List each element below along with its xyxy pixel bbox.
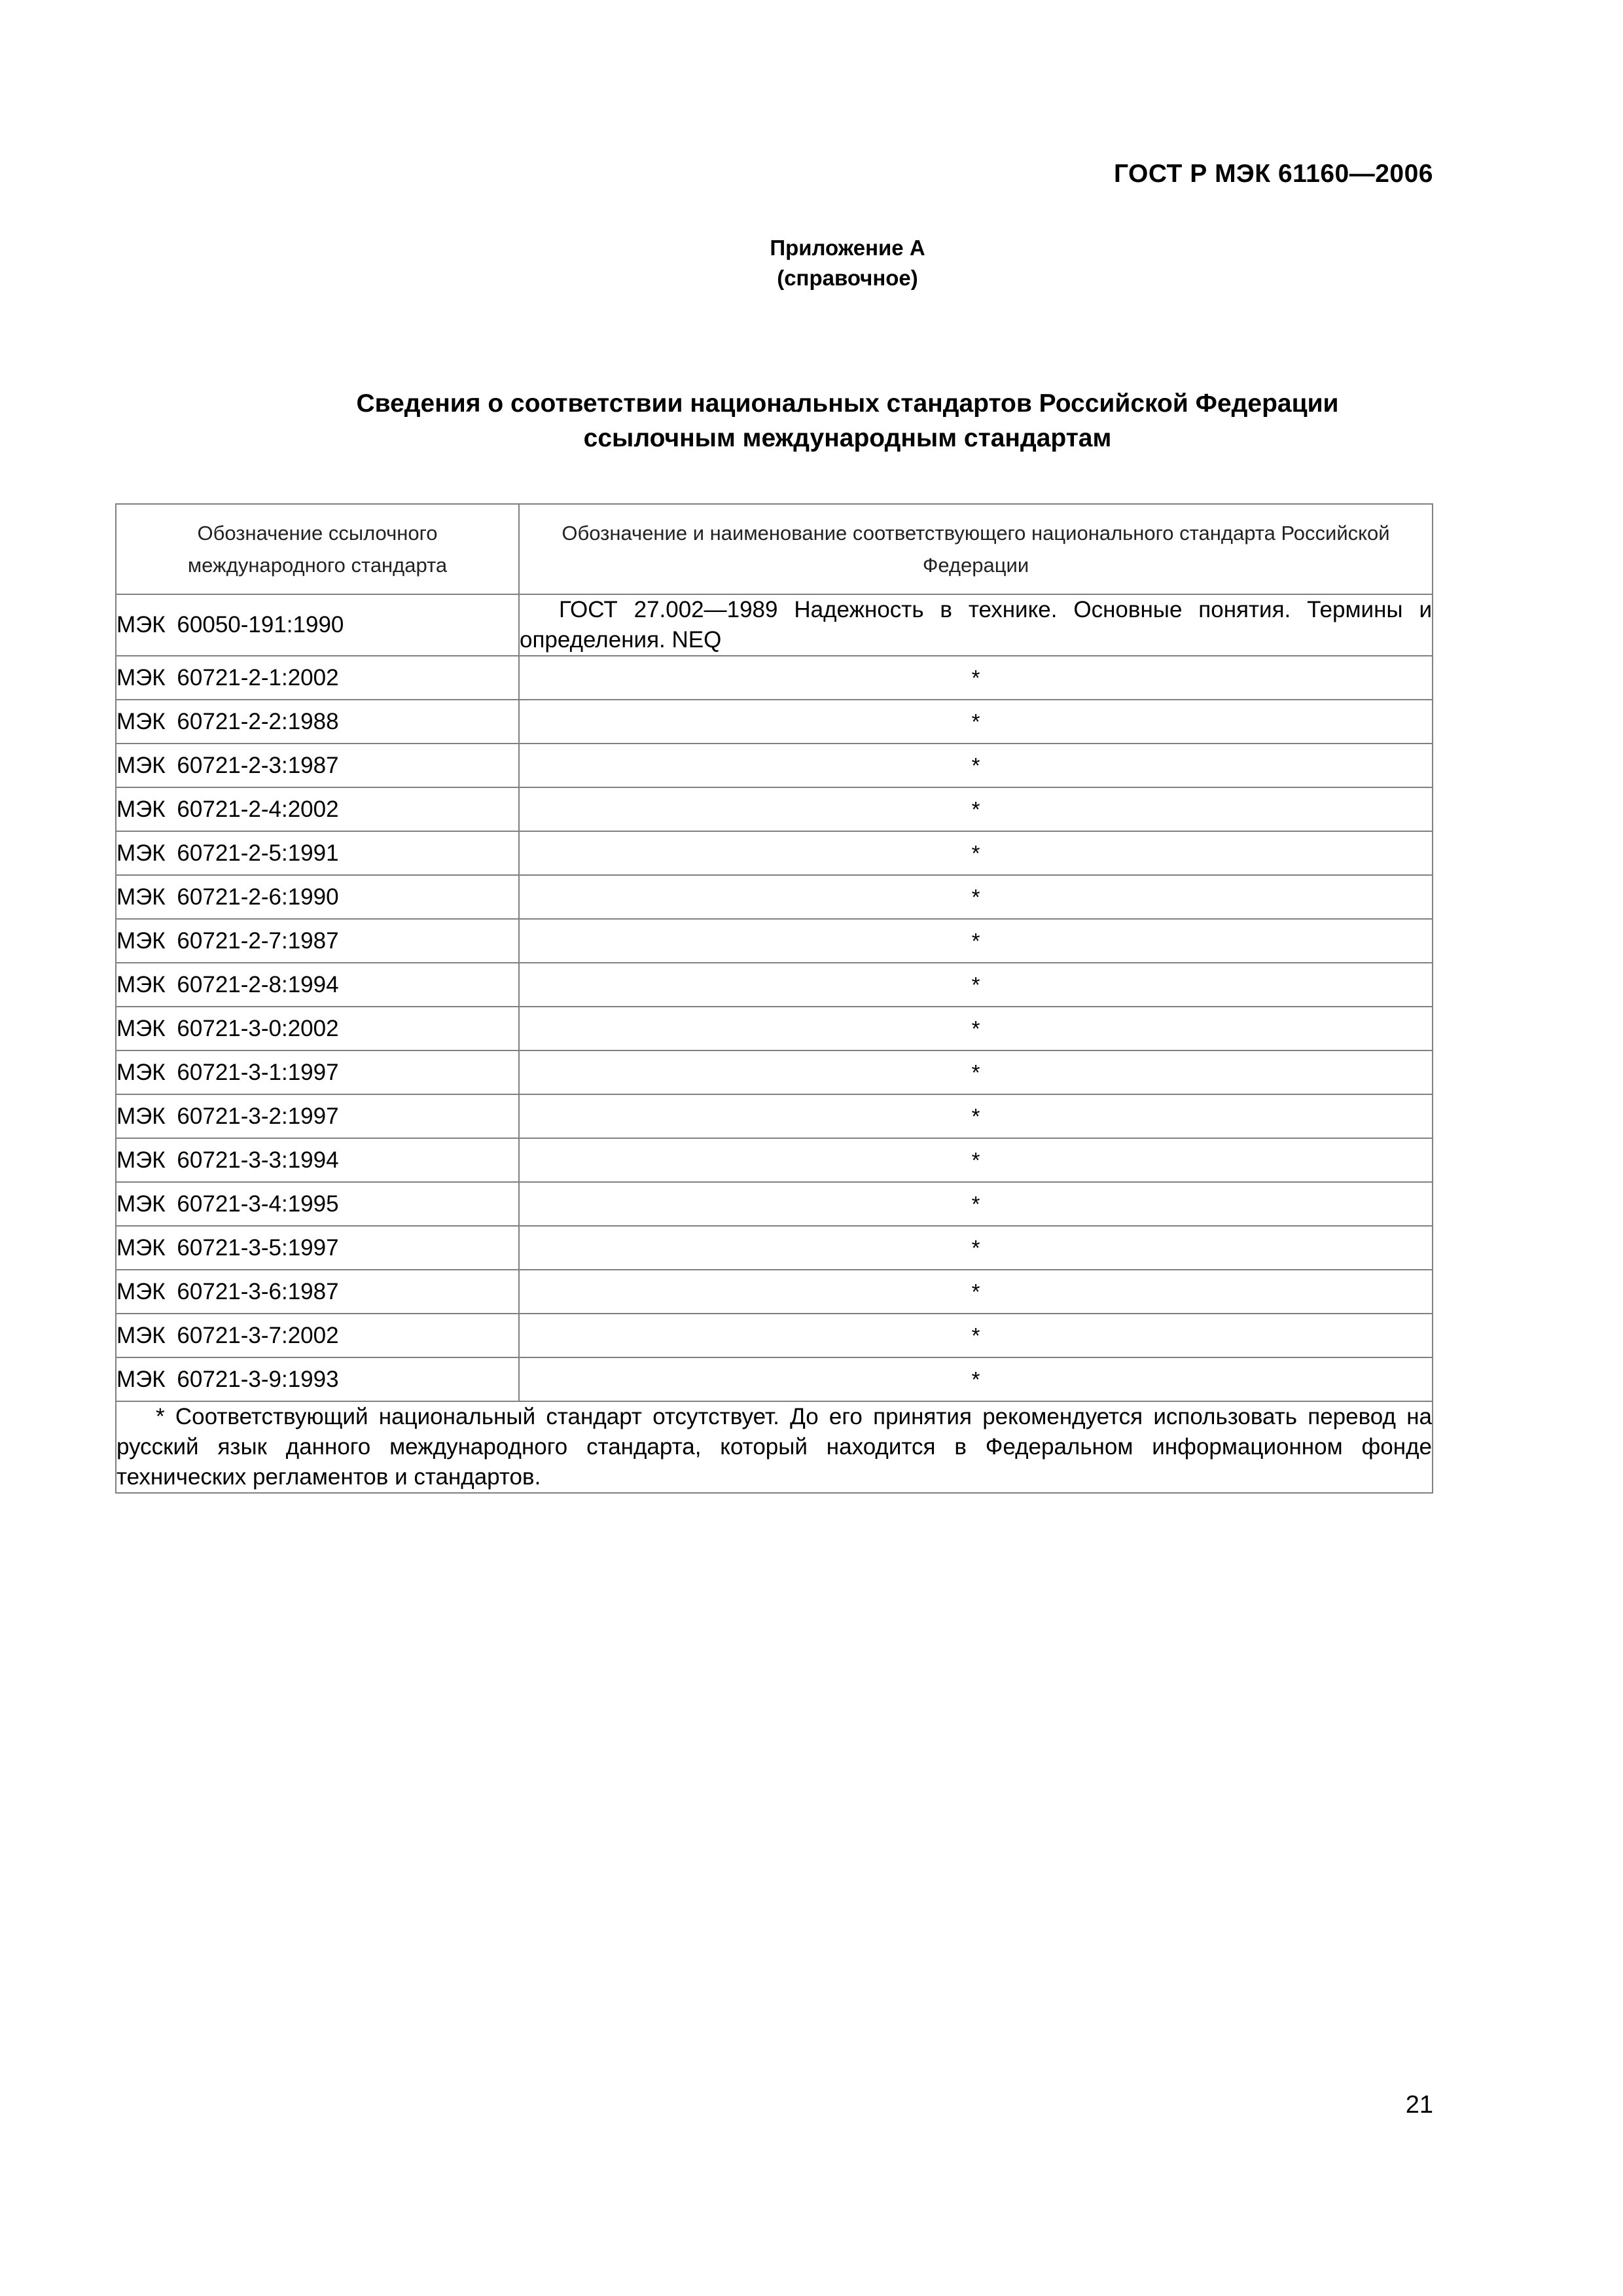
- table-row: [116, 875, 1433, 919]
- document-code: ГОСТ Р МЭК 61160—2006: [1113, 160, 1433, 188]
- appendix-label: Приложение А: [770, 236, 925, 260]
- national-standard-designation: *: [519, 1007, 1433, 1050]
- page-number: 21: [1405, 2091, 1433, 2119]
- table-row: [116, 1314, 1433, 1357]
- table-row: [116, 744, 1433, 787]
- table-header-row: [116, 504, 1433, 594]
- international-standard-code: МЭК 60721-2-3:1987: [116, 744, 519, 787]
- table-row: [116, 963, 1433, 1007]
- national-standard-designation: *: [519, 963, 1433, 1007]
- international-standard-code: МЭК 60721-2-2:1988: [116, 700, 519, 744]
- national-standard-designation: *: [519, 656, 1433, 700]
- international-standard-code: МЭК 60050-191:1990: [116, 594, 519, 656]
- section-title-line-2: ссылочным международным стандартам: [583, 424, 1112, 452]
- table-row: [116, 700, 1433, 744]
- national-standard-designation: *: [519, 1094, 1433, 1138]
- section-title-line-1: Сведения о соответствии национальных стандартов Российской Федерации: [356, 389, 1339, 418]
- appendix-type: (справочное): [777, 266, 918, 290]
- international-standard-code: МЭК 60721-3-6:1987: [116, 1270, 519, 1314]
- column-header-international: Обозначение ссылочного международного стандарта: [116, 504, 519, 594]
- national-standard-designation: *: [519, 1182, 1433, 1226]
- table-row: [116, 1007, 1433, 1050]
- national-standard-designation: *: [519, 831, 1433, 875]
- international-standard-code: МЭК 60721-3-7:2002: [116, 1314, 519, 1357]
- national-standard-designation: *: [519, 1138, 1433, 1182]
- table-row: [116, 1270, 1433, 1314]
- national-standard-designation: *: [519, 700, 1433, 744]
- international-standard-code: МЭК 60721-2-5:1991: [116, 831, 519, 875]
- national-standard-designation: ГОСТ 27.002—1989 Надежность в технике. Основные понятия. Термины и определения. NEQ: [519, 594, 1433, 656]
- national-standard-designation: *: [519, 787, 1433, 831]
- national-standard-designation: *: [519, 744, 1433, 787]
- international-standard-code: МЭК 60721-2-1:2002: [116, 656, 519, 700]
- international-standard-code: МЭК 60721-3-2:1997: [116, 1094, 519, 1138]
- international-standard-code: МЭК 60721-3-3:1994: [116, 1138, 519, 1182]
- national-standard-designation: *: [519, 1226, 1433, 1270]
- international-standard-code: МЭК 60721-3-0:2002: [116, 1007, 519, 1050]
- international-standard-code: МЭК 60721-3-9:1993: [116, 1357, 519, 1401]
- appendix-heading: [0, 233, 1623, 293]
- national-standard-designation: *: [519, 919, 1433, 963]
- table-row: [116, 1094, 1433, 1138]
- table-row: [116, 1226, 1433, 1270]
- table-row: [116, 1050, 1433, 1094]
- table-row: [116, 1357, 1433, 1401]
- national-standard-designation: *: [519, 1314, 1433, 1357]
- table-row: [116, 594, 1433, 656]
- column-header-national: Обозначение и наименование соответствующего национального стандарта Российской Федерации: [519, 504, 1433, 594]
- national-standard-designation: *: [519, 1050, 1433, 1094]
- international-standard-code: МЭК 60721-3-5:1997: [116, 1226, 519, 1270]
- table-row: [116, 787, 1433, 831]
- national-standard-designation: *: [519, 1270, 1433, 1314]
- table-row: [116, 1182, 1433, 1226]
- international-standard-code: МЭК 60721-3-1:1997: [116, 1050, 519, 1094]
- standards-correspondence-table: [115, 503, 1433, 1494]
- table-row: [116, 831, 1433, 875]
- table-row: [116, 919, 1433, 963]
- section-title: [0, 386, 1623, 456]
- national-standard-designation: *: [519, 875, 1433, 919]
- footnote-row: [116, 1401, 1433, 1493]
- table-footnote: * Соответствующий национальный стандарт отсутствует. До его принятия рекомендуется использовать перевод на русский язык данного международного стандарта, который находится в Федеральном информационном фонде технических регламентов и стандартов.: [116, 1401, 1433, 1493]
- table-body: [116, 594, 1433, 1401]
- international-standard-code: МЭК 60721-2-8:1994: [116, 963, 519, 1007]
- national-standard-designation: *: [519, 1357, 1433, 1401]
- international-standard-code: МЭК 60721-3-4:1995: [116, 1182, 519, 1226]
- table-row: [116, 1138, 1433, 1182]
- international-standard-code: МЭК 60721-2-6:1990: [116, 875, 519, 919]
- table-row: [116, 656, 1433, 700]
- international-standard-code: МЭК 60721-2-7:1987: [116, 919, 519, 963]
- international-standard-code: МЭК 60721-2-4:2002: [116, 787, 519, 831]
